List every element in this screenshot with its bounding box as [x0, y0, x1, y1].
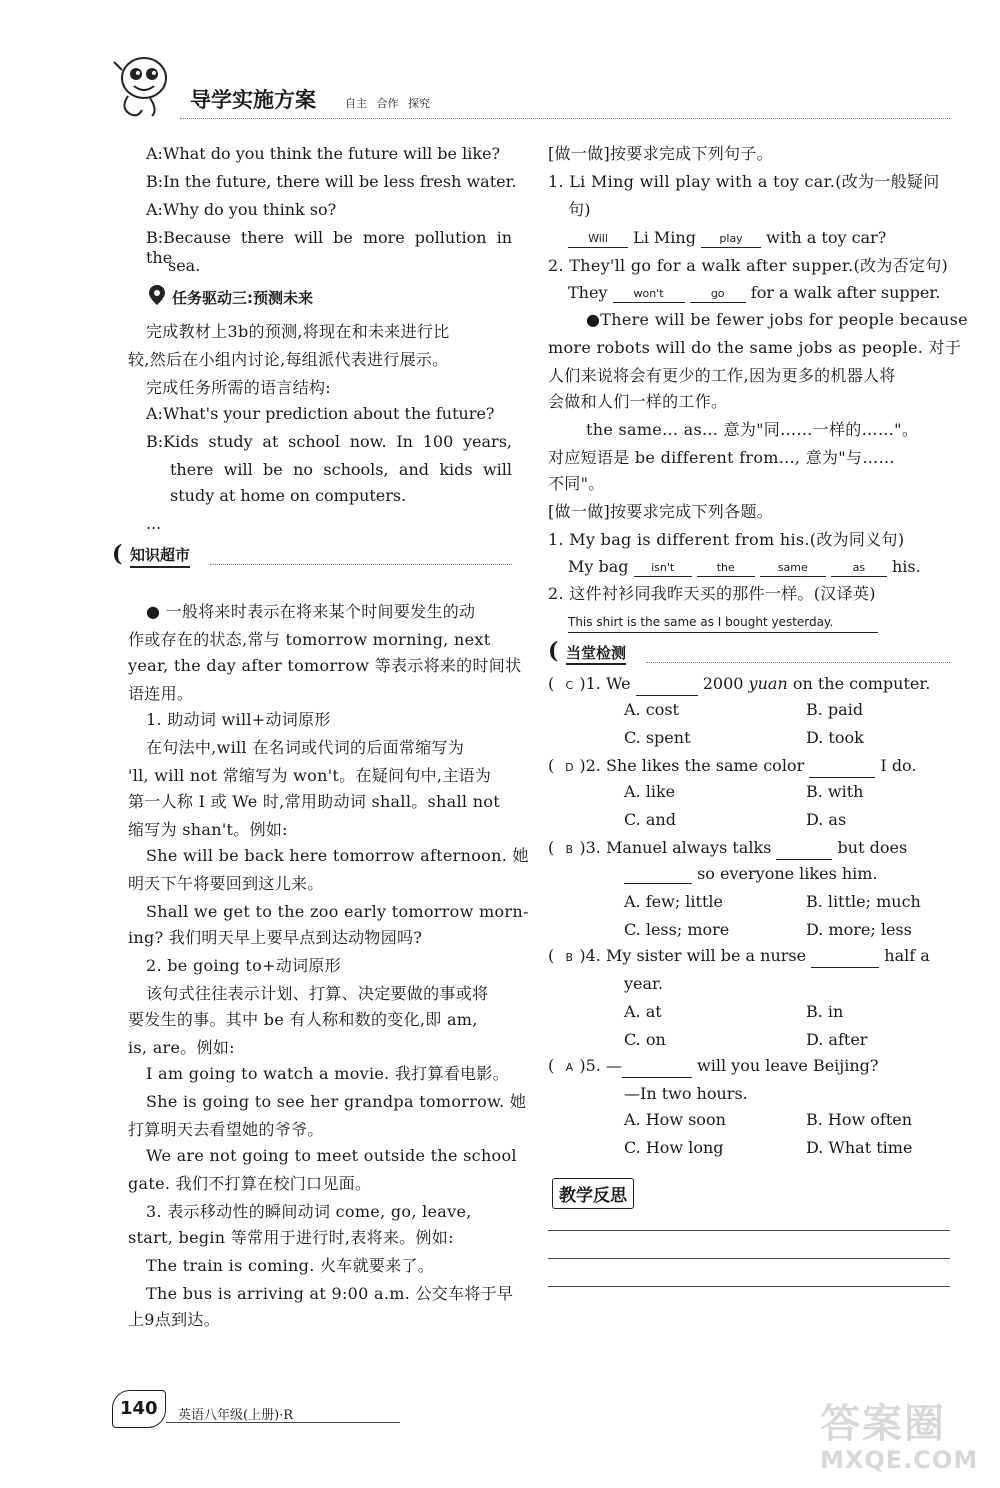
question-4: ( B )4. My sister will be a nurse half a: [548, 946, 930, 968]
option: B. with: [806, 782, 864, 801]
note-line: more robots will do the same jobs as people. 对于: [548, 338, 962, 357]
check-title: 当堂检测: [566, 642, 626, 665]
text-line: 'll, will not 常缩写为 won't。在疑问句中,主语为: [128, 766, 492, 785]
reflection-line: [548, 1286, 950, 1287]
knowledge-rule: [210, 564, 512, 565]
text-line: A:What's your prediction about the future?: [146, 404, 495, 423]
question-3: ( B )3. Manuel always talks but does: [548, 838, 907, 860]
question-stem: —: [605, 1056, 622, 1075]
question-number: )1.: [579, 674, 601, 693]
option: B. little; much: [806, 892, 921, 911]
question-number: )2.: [579, 756, 601, 775]
answer-blank: go: [690, 284, 746, 303]
footer-rule: [166, 1422, 400, 1423]
answer-blank: Will: [568, 229, 628, 248]
reflection-line: [548, 1230, 950, 1231]
note-line: the same... as... 意为"同……一样的……"。: [586, 420, 919, 439]
question-stem: half a: [884, 946, 930, 965]
header-subtitle: 自主 合作 探究: [345, 97, 430, 110]
question-stem: on the computer.: [792, 674, 931, 693]
knowledge-title: 知识超市: [130, 544, 190, 568]
question-stem: 2000: [702, 674, 744, 693]
do1-title: [做一做]按要求完成下列句子。: [548, 144, 773, 163]
dialog-line: A:What do you think the future will be like?: [146, 144, 501, 163]
note-line: 人们来说将会有更少的工作,因为更多的机器人将: [548, 366, 896, 385]
text-line: 在句法中,will 在名词或代词的后面常缩写为: [146, 738, 465, 757]
text-line: 3. 表示移动性的瞬间动词 come, go, leave,: [146, 1202, 472, 1221]
answer-blank: as: [831, 558, 887, 577]
option: C. How long: [624, 1138, 724, 1157]
text-line: 1. 助动词 will+动词原形: [146, 710, 331, 729]
option: A. How soon: [624, 1110, 726, 1129]
header-title: 导学实施方案: [190, 88, 316, 112]
answer-letter: A: [565, 1061, 574, 1074]
reflection-line: [548, 1258, 950, 1259]
text-line: is, are。例如:: [128, 1038, 235, 1057]
text-line: I am going to watch a movie. 我打算看电影。: [146, 1064, 510, 1083]
text-line: 该句式往往表示计划、打算、决定要做的事或将: [146, 984, 489, 1003]
question-blank: [811, 949, 879, 968]
question-stem: but does: [837, 838, 908, 857]
book-title: 英语八年级(上册)·R: [178, 1408, 294, 1423]
answer-text: Li Ming: [633, 228, 696, 247]
reflection-title: 教学反思: [552, 1178, 634, 1209]
text-line: gate. 我们不打算在校门口见面。: [128, 1174, 372, 1193]
text-line: She will be back here tomorrow afternoon. 她: [146, 846, 529, 865]
page-number: 140: [120, 1398, 158, 1419]
answer-text: My bag: [568, 557, 629, 576]
question-1: ( C )1. We 2000 yuan on the computer.: [548, 674, 930, 696]
answer-blank: the: [697, 558, 755, 577]
note-line: 对应短语是 be different from..., 意为"与……: [548, 448, 895, 467]
question-blank: [809, 759, 875, 778]
option: D. after: [806, 1030, 868, 1049]
text-line: The bus is arriving at 9:00 a.m. 公交车将于早: [146, 1284, 514, 1303]
option: A. few; little: [624, 892, 723, 911]
question-stem: so everyone likes him.: [697, 864, 878, 883]
question-4-cont: year.: [624, 974, 664, 993]
question-stem: My sister will be a nurse: [605, 946, 807, 965]
note-line: 不同"。: [548, 474, 605, 493]
option: D. more; less: [806, 920, 912, 939]
text-line: 语连用。: [128, 684, 194, 703]
watermark-logo: 答案圈: [820, 1401, 946, 1447]
question-stem: Manuel always talks: [605, 838, 772, 857]
answer-text: for a walk after supper.: [750, 283, 941, 302]
dialog-line: sea.: [168, 256, 201, 275]
question-blank: [624, 865, 692, 884]
text-line: 完成任务所需的语言结构:: [146, 378, 331, 397]
answer-text: They: [568, 283, 608, 302]
text-line: 2. be going to+动词原形: [146, 956, 341, 975]
answer-blank: won't: [613, 284, 685, 303]
dialog-line: A:Why do you think so?: [146, 200, 337, 219]
question-5-cont: —In two hours.: [624, 1084, 748, 1103]
text-line: year, the day after tomorrow 等表示将来的时间状: [128, 656, 522, 675]
question-blank: [622, 1059, 692, 1078]
note-line: 会做和人们一样的工作。: [548, 392, 728, 411]
text-line: 作或存在的状态,常与 tomorrow morning, next: [128, 630, 491, 649]
text-line: there will be no schools, and kids will: [170, 460, 512, 479]
check-bracket-icon: (: [548, 638, 559, 664]
task3-title: 任务驱动三:预测未来: [172, 289, 313, 307]
text-line: The train is coming. 火车就要来了。: [146, 1256, 435, 1275]
answer-blank: same: [760, 558, 826, 577]
text-line: 要发生的事。其中 be 有人称和数的变化,即 am,: [128, 1010, 478, 1029]
question-stem: She likes the same color: [605, 756, 805, 775]
question-5: ( A )5. — will you leave Beijing?: [548, 1056, 879, 1078]
do2-q1-answer: [568, 557, 921, 577]
option: B. paid: [806, 700, 864, 719]
option: D. What time: [806, 1138, 913, 1157]
option: C. spent: [624, 728, 691, 747]
answer-text: his.: [892, 557, 921, 576]
text-line: 明天下午将要回到这儿来。: [128, 874, 324, 893]
text-line: 缩写为 shan't。例如:: [128, 820, 288, 839]
knowledge-bracket-icon: (: [112, 541, 123, 567]
text-line: start, begin 等常用于进行时,表将来。例如:: [128, 1228, 454, 1247]
text-line: 较,然后在小组内讨论,每组派代表进行展示。: [128, 350, 449, 369]
text-line: ● 一般将来时表示在将来某个时间要发生的动: [146, 602, 476, 621]
text-line: 打算明天去看望她的爷爷。: [128, 1120, 324, 1139]
do2-q2-answer: This shirt is the same as I bought yesterday.: [568, 612, 878, 633]
option: D. as: [806, 810, 847, 829]
option: A. at: [624, 1002, 662, 1021]
question-stem: We: [605, 674, 631, 693]
text-line: We are not going to meet outside the school: [146, 1146, 517, 1165]
do2-title: [做一做]按要求完成下列各题。: [548, 502, 773, 521]
answer-letter: B: [565, 843, 574, 856]
question-number: )5.: [579, 1056, 601, 1075]
watermark-url: MXQE.COM: [820, 1446, 979, 1474]
question-number: )3.: [579, 838, 601, 857]
option: C. on: [624, 1030, 666, 1049]
answer-letter: C: [565, 679, 574, 692]
answer-letter: D: [565, 761, 574, 774]
text-line: 上9点到达。: [128, 1310, 220, 1329]
option: D. took: [806, 728, 864, 747]
answer-text: with a toy car?: [766, 228, 887, 247]
question-3-cont: [624, 864, 878, 884]
option: C. less; more: [624, 920, 730, 939]
text-line: 第一人称 I 或 We 时,常用助动词 shall。shall not: [128, 792, 500, 811]
option: A. like: [624, 782, 676, 801]
note-line: ●There will be fewer jobs for people because: [586, 310, 968, 329]
option: A. cost: [624, 700, 679, 719]
location-pin-icon: [148, 284, 166, 306]
question-blank: [636, 677, 698, 696]
do1-q1-cont: 句): [568, 200, 591, 219]
text-line: She is going to see her grandpa tomorrow. 她: [146, 1092, 527, 1111]
answer-blank: play: [701, 229, 761, 248]
do1-q1: 1. Li Ming will play with a toy car.(改为一般疑问: [548, 172, 940, 191]
answer-blank: isn't: [634, 558, 692, 577]
do1-q2-answer: [568, 283, 940, 303]
do1-q1-answer: [568, 228, 886, 248]
do1-q2: 2. They'll go for a walk after supper.(改为否定句): [548, 256, 949, 275]
question-stem: yuan: [748, 674, 788, 693]
option: C. and: [624, 810, 676, 829]
mascot-logo: [108, 52, 178, 122]
text-line: 完成教材上3b的预测,将现在和未来进行比: [146, 322, 450, 341]
text-line: ing? 我们明天早上要早点到达动物园吗?: [128, 928, 423, 947]
text-line: study at home on computers.: [170, 486, 407, 505]
option: B. in: [806, 1002, 844, 1021]
question-number: )4.: [579, 946, 601, 965]
answer-letter: B: [565, 951, 574, 964]
check-rule: [646, 662, 950, 663]
text-line: Shall we get to the zoo early tomorrow morn-: [146, 902, 529, 921]
question-blank: [776, 841, 832, 860]
text-line: B:Kids study at school now. In 100 years,: [146, 432, 512, 451]
question-stem: I do.: [880, 756, 917, 775]
dialog-line: B:In the future, there will be less fresh water.: [146, 172, 517, 191]
do2-q1: 1. My bag is different from his.(改为同义句): [548, 530, 905, 549]
question-stem: will you leave Beijing?: [697, 1056, 879, 1075]
do2-q2: 2. 这件衬衫同我昨天买的那件一样。(汉译英): [548, 584, 876, 603]
option: B. How often: [806, 1110, 913, 1129]
text-line: ...: [146, 514, 162, 533]
header-rule: [180, 118, 950, 119]
question-2: ( D )2. She likes the same color I do.: [548, 756, 917, 778]
dialog-line: B:Because there will be more pollution in the: [146, 228, 512, 267]
